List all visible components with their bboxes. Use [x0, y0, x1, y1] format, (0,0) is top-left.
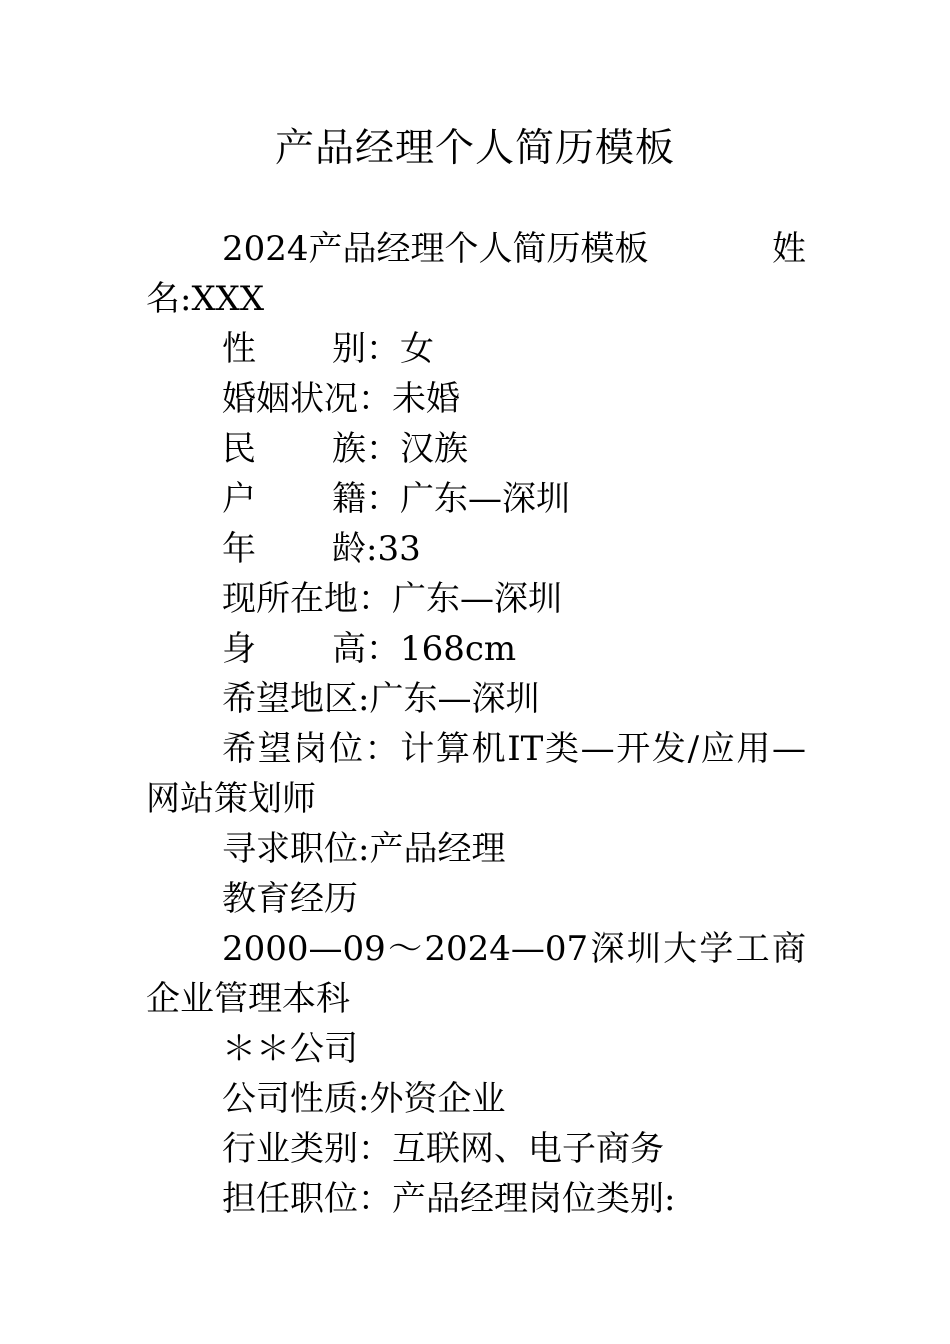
hukou-label-a: 户: [222, 479, 256, 519]
age-label-b: 龄:33: [332, 529, 421, 569]
desired-region-line: 希望地区:广东—深圳: [222, 679, 540, 719]
hukou-line: [146, 474, 806, 524]
intro-heading: 2024产品经理个人简历模板: [222, 229, 649, 269]
gender-label-b: 别：女: [332, 329, 434, 369]
gender-line: [146, 324, 806, 374]
name-value: 名:XXX: [146, 279, 265, 319]
intro-line: [146, 224, 806, 274]
role-line: 担任职位：产品经理岗位类别:: [222, 1179, 676, 1219]
ethnicity-label-a: 民: [222, 429, 256, 469]
hukou-label-b: 籍：广东—深圳: [332, 479, 570, 519]
document-title: 产品经理个人简历模板: [274, 126, 675, 171]
industry-line: 行业类别：互联网、电子商务: [222, 1129, 664, 1169]
education-entry: 2000—09～2024—07深圳大学工商企业管理本科: [146, 929, 806, 1019]
gender-label-a: 性: [222, 329, 256, 369]
height-label-b: 高：168cm: [332, 629, 517, 669]
location-line: 现所在地：广东—深圳: [222, 579, 562, 619]
education-heading: 教育经历: [222, 879, 358, 919]
name-label-start: 姓: [772, 229, 806, 269]
age-line: [146, 524, 806, 574]
ethnicity-label-b: 族：汉族: [332, 429, 468, 469]
height-label-a: 身: [222, 629, 256, 669]
company-nature: 公司性质:外资企业: [222, 1079, 506, 1119]
desired-position-line: 希望岗位：计算机IT类—开发/应用—网站策划师: [146, 729, 806, 819]
company-name: ＊＊公司: [222, 1029, 358, 1069]
seeking-line: 寻求职位:产品经理: [222, 829, 506, 869]
ethnicity-line: [146, 424, 806, 474]
document-body: [146, 224, 806, 1224]
age-label-a: 年: [222, 529, 256, 569]
height-line: [146, 624, 806, 674]
marital-line: 婚姻状况：未婚: [222, 379, 460, 419]
